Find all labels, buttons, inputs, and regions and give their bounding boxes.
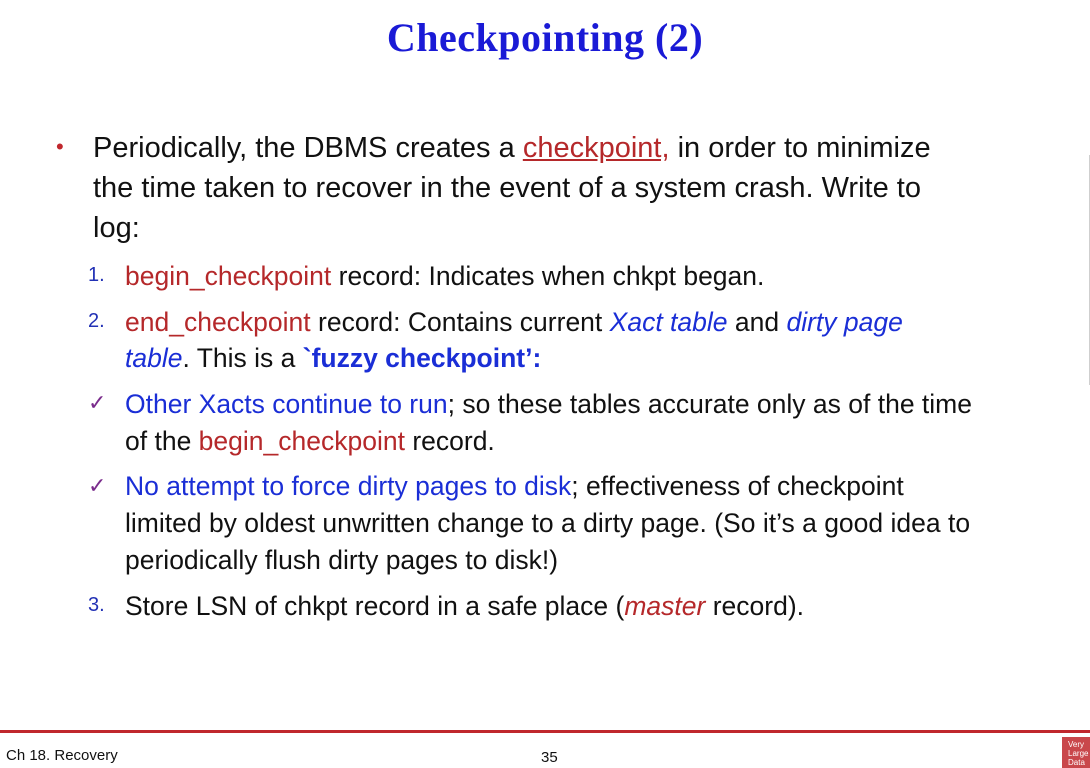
check-2-line-2: limited by oldest unwritten change to a dirty page. (So it’s a good idea to — [125, 508, 971, 538]
item-number-3: 3. — [88, 594, 105, 616]
bullet-line-3: log: — [93, 212, 140, 244]
item-1: begin_checkpoint record: Indicates when chkpt began. — [125, 261, 765, 291]
item-2-line-1: end_checkpoint record: Contains current Xact table and dirty page — [125, 307, 903, 337]
xact-table-term: Xact table — [609, 307, 728, 337]
logo: Very Large Data — [1062, 737, 1090, 768]
check-icon: ✓ — [88, 473, 107, 498]
footer-chapter: Ch 18. Recovery — [6, 747, 118, 764]
item-3: Store LSN of chkpt record in a safe place (master record). — [125, 591, 805, 621]
bullet-icon: • — [56, 134, 64, 159]
check-2-line-3: periodically flush dirty pages to disk!) — [125, 545, 559, 575]
begin-checkpoint-term: begin_checkpoint — [125, 261, 332, 291]
item-2-line-2: table. This is a `fuzzy checkpoint’: — [125, 343, 542, 373]
checkpoint-term: checkpoint, — [522, 132, 670, 164]
check-icon: ✓ — [88, 390, 107, 415]
end-checkpoint-term: end_checkpoint — [125, 307, 311, 337]
check-2-line-1: No attempt to force dirty pages to disk; effectiveness of checkpoint — [125, 471, 904, 501]
dirty-page-term: dirty page — [786, 307, 903, 337]
check-1-line-1: Other Xacts continue to run; so these tables accurate only as of the time — [125, 389, 972, 419]
master-term: master — [624, 591, 706, 621]
bullet-line-2: the time taken to recover in the event of a system crash. Write to — [93, 172, 921, 204]
page-number: 35 — [541, 749, 558, 766]
footer-bar — [0, 730, 1090, 733]
check-1-line-2: of the begin_checkpoint record. — [125, 426, 495, 456]
fuzzy-checkpoint-term: `fuzzy checkpoint’: — [302, 343, 542, 373]
bullet-line-1: Periodically, the DBMS creates a checkpoint, in order to minimize — [93, 132, 931, 164]
item-number-2: 2. — [88, 310, 105, 332]
item-number-1: 1. — [88, 264, 105, 286]
slide-title: Checkpointing (2) — [386, 15, 704, 60]
